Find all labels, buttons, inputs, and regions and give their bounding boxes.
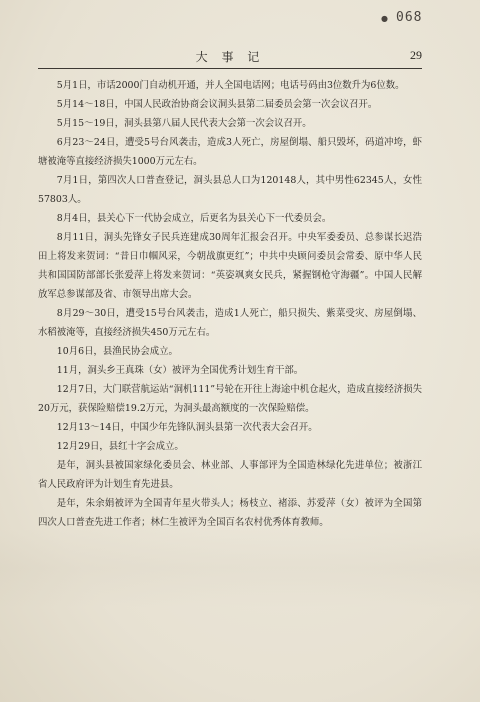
entry: 8月4日，县关心下一代协会成立，后更名为县关心下一代委员会。 (56, 213, 332, 224)
entry: 6月23～24日，遭受5号台风袭击，造成3人死亡，房屋倒塌、船只毁坏，码道冲垮，虾塘被淹等直接经济损失1000万元左右。 (38, 137, 422, 167)
header-title: 大 事 记 (195, 50, 265, 64)
entry: 5月14～18日，中国人民政治协商会议洞头县第二届委员会第一次会议召开。 (56, 99, 378, 110)
entry: 是年，朱余娟被评为全国青年星火带头人；杨枝立、褚添、苏爱萍（女）被评为全国第四次人口普查先进工作者；林仁生被评为全国百名农村优秀体育教师。 (38, 498, 422, 528)
entry: 是年，洞头县被国家绿化委员会、林业部、人事部评为全国造林绿化先进单位；被浙江省人民政府评为计划生育先进县。 (38, 460, 422, 490)
page-number: 29 (410, 48, 422, 62)
entry: 8月11日，洞头先锋女子民兵连建成30周年汇报会召开。中央军委委员、总参谋长迟浩田上将发来贺词：“昔日巾帼风采，今朝战旗更红”；中共中央顾问委员会常委、原中华人民共和国国防部部长张爱萍上将发来贺词：“英姿飒爽女民兵，紧握钢枪守海疆”。中国人民解放军总参谋部及省、市领导出席大会。 (38, 232, 422, 300)
entry: 7月1日，第四次人口普查登记，洞头县总人口为120148人，其中男性62345人，女性57803人。 (38, 175, 422, 205)
ink-dot: ● (381, 14, 388, 23)
entry: 11月，洞头乡王真珠（女）被评为全国优秀计划生育干部。 (56, 365, 304, 376)
running-header (38, 48, 422, 69)
entry: 8月29～30日，遭受15号台风袭击，造成1人死亡，船只损失、紫菜受灾、房屋倒塌、水稻被淹等，直接经济损失450万元左右。 (38, 308, 422, 338)
entry: 5月15～19日，洞头县第八届人民代表大会第一次会议召开。 (56, 118, 312, 129)
chronicle-entries (38, 76, 422, 532)
entry: 12月13～14日，中国少年先锋队洞头县第一次代表大会召开。 (56, 422, 318, 433)
entry: 12月29日，县红十字会成立。 (56, 441, 184, 452)
handwritten-page-mark: 068 (396, 10, 423, 25)
entry: 12月7日，大门联营航运站“洞机111”号轮在开往上海途中机仓起火，造成直接经济损失20万元，获保险赔偿19.2万元，为洞头最高额度的一次保险赔偿。 (38, 384, 422, 414)
entry: 10月6日，县渔民协会成立。 (56, 346, 178, 357)
show-through-band (0, 528, 480, 608)
entry: 5月1日，市话2000门自动机开通，并人全国电话网；电话号码由3位数升为6位数。 (56, 80, 405, 91)
